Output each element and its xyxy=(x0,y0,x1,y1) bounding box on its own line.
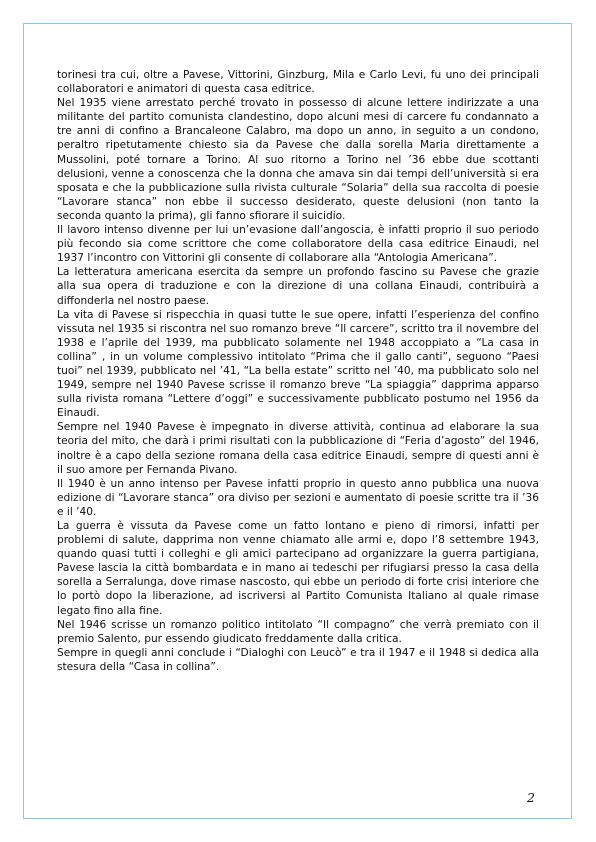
paragraph: La vita di Pavese si rispecchia in quasi tutte le sue opere, infatti l’esperienza del confino vissuta nel 1935 si riscontra nel suo romanzo breve “Il carcere”, scritto tra il novembre del 1938 e l’aprile del 1939, ma pubblicato solamente nel 1948 accoppiato a “La casa in collina” , in un volume complessivo intitolato “Prima che il gallo canti”, seguono “Paesi tuoi” nel 1939, pubblicato nel ’41, “La bella estate” scritto nel ’40, ma pubblicato solo nel 1949, sempre nel 1940 Pavese scrisse il romanzo breve “La spiaggia” dapprima apparso sulla rivista romana “Lettere d’oggi” e successivamente pubblicato postumo nel 1956 da Einaudi. xyxy=(57,308,539,420)
paragraph: Il lavoro intenso divenne per lui un’evasione dall’angoscia, è infatti proprio il suo periodo più fecondo sia come scrittore che come collaboratore della casa editrice Einaudi, nel 1937 l’incontro con Vittorini gli consente di collaborare alla “Antologia Americana”. xyxy=(57,224,539,265)
paragraph: Sempre nel 1940 Pavese è impegnato in diverse attività, continua ad elaborare la sua teoria del mito, che darà i primi risultati con la pubblicazione di “Feria d’agosto” del 1946, inoltre è a capo della sezione romana della casa editrice Einaudi, sempre di questi anni è il suo amore per Fernanda Pivano. xyxy=(57,421,539,476)
paragraph: La letteratura americana esercita da sempre un profondo fascino su Pavese che grazie alla sua opera di traduzione e con la direzione di una collana Einaudi, contribuirà a diffonderla nel nostro paese. xyxy=(57,266,539,307)
paragraph: Nel 1935 viene arrestato perché trovato in possesso di alcune lettere indirizzate a una militante del partito comunista clandestino, dopo alcuni mesi di carcere fu condannato a tre anni di confino a Brancaleone Calabro, ma dopo un anno, in seguito a un condono, peraltro ripetutamente chiesto sia da Pavese che dalla sorella Maria direttamente a Mussolini, poté tornare a Torino. Al suo ritorno a Torino nel ’36 ebbe due scottanti delusioni, venne a conoscenza che la donna che amava sin dai tempi dell’università si era sposata e che la pubblicazione sulla rivista culturale “Solaria” della sua raccolta di poesie “Lavorare stanca” non ebbe il successo desiderato, queste delusioni (non tanto la seconda quanto la prima), gli fanno sfiorare il suicidio. xyxy=(57,97,539,222)
paragraph: torinesi tra cui, oltre a Pavese, Vittorini, Ginzburg, Mila e Carlo Levi, fu uno dei principali collaboratori e animatori di questa casa editrice. xyxy=(57,69,539,96)
paragraph: Il 1940 è un anno intenso per Pavese infatti proprio in questo anno pubblica una nuova edizione di “Lavorare stanca” ora diviso per sezioni e aumentato di poesie scritte tra il ’36 e il ’40. xyxy=(57,477,539,518)
paragraph: Nel 1946 scrisse un romanzo politico intitolato “Il compagno” che verrà premiato con il premio Salento, pur essendo giudicato freddamente dalla critica. xyxy=(57,618,539,645)
page-number: 2 xyxy=(527,790,535,805)
paragraph: Sempre in quegli anni conclude i “Dialoghi con Leucò” e tra il 1947 e il 1948 si dedica alla stesura della “Casa in collina”. xyxy=(57,646,539,673)
document-body xyxy=(57,68,539,674)
paragraph: La guerra è vissuta da Pavese come un fatto lontano e pieno di rimorsi, infatti per problemi di salute, dapprima non venne chiamato alle armi e, dopo l’8 settembre 1943, quando quasi tutti i colleghi e gli amici partecipano ad organizzare la guerra partigiana, Pavese lascia la città bombardata e in mano ai tedeschi per rifugiarsi presso la casa della sorella a Serralunga, dove rimase nascosto, qui ebbe un periodo di forte crisi interiore che lo portò dopo la liberazione, ad iscriversi al Partito Comunista Italiano al quale rimase legato fino alla fine. xyxy=(57,520,539,617)
